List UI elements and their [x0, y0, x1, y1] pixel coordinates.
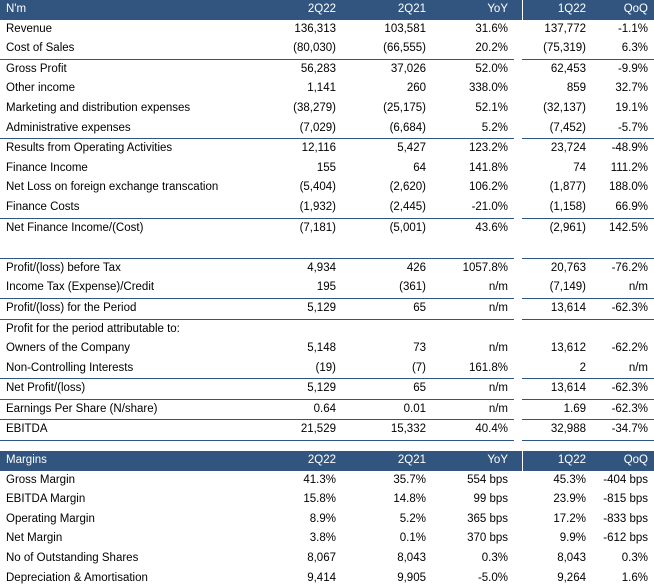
row-value-2q21: (5,001): [342, 218, 432, 238]
row-gap: [514, 549, 522, 569]
spacer-cell: [432, 238, 514, 258]
table-row: [0, 471, 654, 491]
row-label: Gross Margin: [6, 473, 76, 486]
row-value-2q21: 73: [413, 342, 426, 355]
table-row: [0, 39, 654, 59]
row-value-1q22: 8,043: [557, 552, 586, 565]
row-value-2q22: (38,279): [293, 101, 336, 114]
row-value-1q22: [522, 319, 592, 339]
row-value-2q22: 0.64: [252, 399, 342, 420]
row-value-yoy: 123.2%: [432, 139, 514, 159]
row-value-qoq: 6.3%: [621, 42, 648, 55]
row-value-qoq: -48.9%: [592, 139, 654, 159]
row-value-yoy: 0.3%: [481, 552, 508, 565]
row-value-1q22: 13,614: [522, 298, 592, 319]
header-col-yoy: YoY: [432, 0, 514, 20]
row-gap: [514, 79, 522, 99]
row-value-qoq: n/m: [628, 361, 648, 374]
row-value-2q21: 37,026: [342, 59, 432, 79]
row-gap: [514, 99, 522, 119]
header-label: N'm: [0, 0, 252, 20]
row-value-2q21: (2,445): [389, 200, 426, 213]
row-label: Finance Costs: [6, 200, 80, 213]
row-value-1q22: 62,453: [522, 59, 592, 79]
row-value-2q21: 15,332: [342, 420, 432, 441]
row-gap: [514, 379, 522, 400]
row-value-1q22: 20,763: [522, 258, 592, 278]
row-gap: [514, 569, 522, 588]
row-gap: [514, 178, 522, 198]
row-gap: [514, 359, 522, 379]
row-value-2q21: 0.1%: [399, 532, 426, 545]
table-row-operating-activities: [0, 139, 654, 159]
row-value-1q22: 45.3%: [553, 473, 586, 486]
row-value-2q21: 64: [413, 161, 426, 174]
row-gap: [514, 159, 522, 179]
row-value-qoq: 0.3%: [621, 552, 648, 565]
row-value-yoy: 365 bps: [467, 512, 508, 525]
row-value-2q22: 15.8%: [303, 493, 336, 506]
margins-header-yoy: YoY: [432, 451, 514, 471]
row-gap: [514, 278, 522, 298]
row-value-1q22: 74: [573, 161, 586, 174]
row-value-2q21: (7): [411, 361, 426, 374]
row-value-yoy: 43.6%: [432, 218, 514, 238]
row-value-2q21: [342, 319, 432, 339]
row-value-2q21: 14.8%: [393, 493, 426, 506]
spacer-cell: [252, 238, 342, 258]
row-value-yoy: -21.0%: [471, 200, 508, 213]
row-value-1q22: 9.9%: [559, 532, 586, 545]
table-row: [0, 198, 654, 218]
row-label: Net Finance Income/(Cost): [0, 218, 252, 238]
row-value-2q22: (80,030): [293, 42, 336, 55]
row-value-2q22: 155: [316, 161, 336, 174]
row-value-qoq: 19.1%: [615, 101, 648, 114]
margins-header-label: Margins: [0, 451, 252, 471]
row-gap: [514, 39, 522, 59]
row-value-2q22: 3.8%: [309, 532, 336, 545]
row-value-qoq: 1.6%: [621, 571, 648, 584]
table-row-attributable-heading: [0, 319, 654, 339]
row-value-qoq: n/m: [628, 281, 648, 294]
row-label: Income Tax (Expense)/Credit: [6, 281, 155, 294]
row-value-2q21: (25,175): [383, 101, 426, 114]
row-gap: [514, 20, 522, 40]
row-label: EBITDA Margin: [6, 493, 86, 506]
row-label: Net Margin: [6, 532, 63, 545]
row-value-1q22: (1,158): [549, 200, 586, 213]
table-row-profit-period: [0, 298, 654, 319]
row-value-yoy: n/m: [432, 298, 514, 319]
row-value-2q21: 35.7%: [393, 473, 426, 486]
row-value-2q22: (5,404): [299, 181, 336, 194]
table-row-net-finance: [0, 218, 654, 238]
row-value-1q22: (1,877): [549, 181, 586, 194]
row-value-2q21: 260: [406, 82, 426, 95]
row-label: Administrative expenses: [6, 121, 131, 134]
header-col-2q22: 2Q22: [252, 0, 342, 20]
row-value-2q21: (66,555): [383, 42, 426, 55]
row-value-1q22: 17.2%: [553, 512, 586, 525]
spacer-cell: [592, 238, 654, 258]
row-value-2q21: 103,581: [384, 22, 426, 35]
margins-header-row: [0, 451, 654, 471]
row-label: Marketing and distribution expenses: [6, 101, 191, 114]
row-value-qoq: -34.7%: [592, 420, 654, 441]
row-value-qoq: 66.9%: [615, 200, 648, 213]
row-value-2q22: (19): [315, 361, 336, 374]
row-value-2q21: 65: [342, 298, 432, 319]
row-label: Cost of Sales: [6, 42, 75, 55]
row-gap: [514, 139, 522, 159]
row-value-yoy: 5.2%: [481, 121, 508, 134]
row-value-qoq: [592, 319, 654, 339]
table-row: [0, 119, 654, 139]
row-value-qoq: -5.7%: [617, 121, 648, 134]
row-value-1q22: 9,264: [557, 571, 586, 584]
row-value-yoy: 554 bps: [467, 473, 508, 486]
row-value-1q22: 13,614: [522, 379, 592, 400]
row-value-yoy: 20.2%: [475, 42, 508, 55]
row-value-qoq: 188.0%: [608, 181, 648, 194]
row-value-2q21: (2,620): [389, 181, 426, 194]
row-value-2q22: 1,141: [307, 82, 336, 95]
margins-header-2q22: 2Q22: [252, 451, 342, 471]
row-label: Non-Controlling Interests: [6, 361, 134, 374]
row-value-2q21: 5.2%: [399, 512, 426, 525]
margins-header-qoq: QoQ: [592, 451, 654, 471]
row-gap: [514, 119, 522, 139]
row-value-2q22: 8.9%: [309, 512, 336, 525]
row-value-2q21: 5,427: [342, 139, 432, 159]
row-value-2q22: 5,148: [307, 342, 336, 355]
table-header-row: [0, 0, 654, 20]
row-spacer: [0, 238, 654, 258]
row-gap: [514, 420, 522, 441]
margins-table: [0, 451, 654, 588]
row-value-1q22: 23,724: [522, 139, 592, 159]
table-row: [0, 79, 654, 99]
row-label: Revenue: [6, 22, 53, 35]
row-gap: [514, 258, 522, 278]
row-label: Profit for the period attributable to:: [0, 319, 252, 339]
margins-table-body: [0, 451, 654, 588]
table-row: [0, 549, 654, 569]
row-value-qoq: -62.2%: [611, 342, 648, 355]
header-col-qoq: QoQ: [592, 0, 654, 20]
row-value-2q21: 65: [342, 379, 432, 400]
row-gap: [514, 319, 522, 339]
row-value-qoq: -62.3%: [592, 379, 654, 400]
row-value-2q22: 5,129: [252, 298, 342, 319]
row-value-yoy: 141.8%: [468, 161, 508, 174]
row-gap: [514, 529, 522, 549]
row-gap: [514, 198, 522, 218]
row-value-2q22: 8,067: [307, 552, 336, 565]
table-row: [0, 159, 654, 179]
row-label: EBITDA: [0, 420, 252, 441]
row-value-qoq: 111.2%: [610, 161, 648, 174]
row-value-1q22: (2,961): [522, 218, 592, 238]
table-row-ebitda: [0, 420, 654, 441]
row-value-qoq: -833 bps: [603, 512, 648, 525]
row-gap: [514, 399, 522, 420]
row-value-2q22: 195: [316, 281, 336, 294]
margins-header-gap: [514, 451, 522, 471]
row-value-yoy: n/m: [488, 281, 508, 294]
row-label: Net Loss on foreign exchange transcation: [6, 181, 219, 194]
row-gap: [514, 59, 522, 79]
row-value-yoy: 99 bps: [473, 493, 508, 506]
margins-header-1q22: 1Q22: [522, 451, 592, 471]
row-value-yoy: 106.2%: [468, 181, 508, 194]
spacer-cell: [0, 238, 252, 258]
row-label: Operating Margin: [6, 512, 95, 525]
row-value-2q22: 12,116: [252, 139, 342, 159]
row-gap: [514, 298, 522, 319]
row-value-2q22: 4,934: [252, 258, 342, 278]
table-row-net-profit: [0, 379, 654, 400]
row-label: Gross Profit: [0, 59, 252, 79]
table-row-pbt: [0, 258, 654, 278]
row-gap: [514, 490, 522, 510]
row-value-qoq: -62.3%: [592, 399, 654, 420]
row-label: Results from Operating Activities: [0, 139, 252, 159]
margins-header-2q21: 2Q21: [342, 451, 432, 471]
row-value-yoy: n/m: [488, 342, 508, 355]
row-value-qoq: -9.9%: [592, 59, 654, 79]
header-col-2q21: 2Q21: [342, 0, 432, 20]
row-value-2q22: (1,932): [299, 200, 336, 213]
row-value-2q21: (361): [399, 281, 426, 294]
spacer-cell: [522, 238, 592, 258]
table-row-eps: [0, 399, 654, 420]
table-row: [0, 20, 654, 40]
row-value-yoy: 338.0%: [468, 82, 508, 95]
row-value-yoy: n/m: [432, 379, 514, 400]
row-value-1q22: 13,612: [550, 342, 586, 355]
row-gap: [514, 218, 522, 238]
row-value-qoq: -62.3%: [592, 298, 654, 319]
row-label: Profit/(loss) for the Period: [0, 298, 252, 319]
row-value-yoy: 52.1%: [475, 101, 508, 114]
row-value-2q22: 5,129: [252, 379, 342, 400]
row-label: Depreciation & Amortisation: [6, 571, 148, 584]
row-value-1q22: (7,452): [549, 121, 586, 134]
row-value-1q22: (32,137): [543, 101, 586, 114]
row-label: Owners of the Company: [6, 342, 131, 355]
row-label: No of Outstanding Shares: [6, 552, 139, 565]
row-value-1q22: 2: [579, 361, 586, 374]
table-row-gross-profit: [0, 59, 654, 79]
table-row: [0, 278, 654, 298]
table-row: [0, 178, 654, 198]
spacer-cell: [514, 238, 522, 258]
row-value-2q21: (6,684): [389, 121, 426, 134]
row-value-2q22: 56,283: [252, 59, 342, 79]
row-gap: [514, 510, 522, 530]
row-value-yoy: n/m: [432, 399, 514, 420]
row-label: Earnings Per Share (N/share): [0, 399, 252, 420]
row-value-yoy: 370 bps: [467, 532, 508, 545]
row-value-yoy: 52.0%: [432, 59, 514, 79]
row-value-2q22: 9,414: [307, 571, 336, 584]
row-value-qoq: -815 bps: [603, 493, 648, 506]
row-value-yoy: 161.8%: [468, 361, 508, 374]
row-gap: [514, 471, 522, 491]
row-value-yoy: 40.4%: [432, 420, 514, 441]
row-value-yoy: 1057.8%: [432, 258, 514, 278]
row-label: Finance Income: [6, 161, 88, 174]
row-value-qoq: -1.1%: [617, 22, 648, 35]
row-value-2q22: 136,313: [294, 22, 336, 35]
row-value-yoy: [432, 319, 514, 339]
row-value-qoq: -404 bps: [603, 473, 648, 486]
table-row: [0, 339, 654, 359]
table-row: [0, 99, 654, 119]
row-value-1q22: (75,319): [543, 42, 586, 55]
row-value-yoy: -5.0%: [477, 571, 508, 584]
row-value-2q22: (7,029): [299, 121, 336, 134]
row-value-1q22: 23.9%: [553, 493, 586, 506]
row-value-qoq: -612 bps: [603, 532, 648, 545]
row-value-1q22: (7,149): [549, 281, 586, 294]
table-row: [0, 510, 654, 530]
row-value-qoq: -76.2%: [592, 258, 654, 278]
row-value-2q22: 41.3%: [303, 473, 336, 486]
table-row: [0, 569, 654, 588]
row-value-2q22: (7,181): [252, 218, 342, 238]
header-col-gap: [514, 0, 522, 20]
row-value-2q21: 426: [342, 258, 432, 278]
row-label: Net Profit/(loss): [0, 379, 252, 400]
row-value-1q22: 32,988: [522, 420, 592, 441]
header-col-1q22: 1Q22: [522, 0, 592, 20]
row-gap: [514, 339, 522, 359]
row-value-1q22: 859: [566, 82, 586, 95]
row-value-2q21: 0.01: [342, 399, 432, 420]
row-value-2q21: 8,043: [397, 552, 426, 565]
table-row: [0, 490, 654, 510]
row-value-qoq: 32.7%: [615, 82, 648, 95]
row-value-yoy: 31.6%: [475, 22, 508, 35]
table-row: [0, 359, 654, 379]
table-row: [0, 529, 654, 549]
row-value-2q21: 9,905: [397, 571, 426, 584]
row-value-2q22: 21,529: [252, 420, 342, 441]
row-label: Profit/(loss) before Tax: [0, 258, 252, 278]
row-label: Other income: [6, 82, 76, 95]
row-value-2q22: [252, 319, 342, 339]
spacer-cell: [342, 238, 432, 258]
row-value-1q22: 1.69: [522, 399, 592, 420]
row-value-1q22: 137,772: [544, 22, 586, 35]
row-value-qoq: 142.5%: [592, 218, 654, 238]
